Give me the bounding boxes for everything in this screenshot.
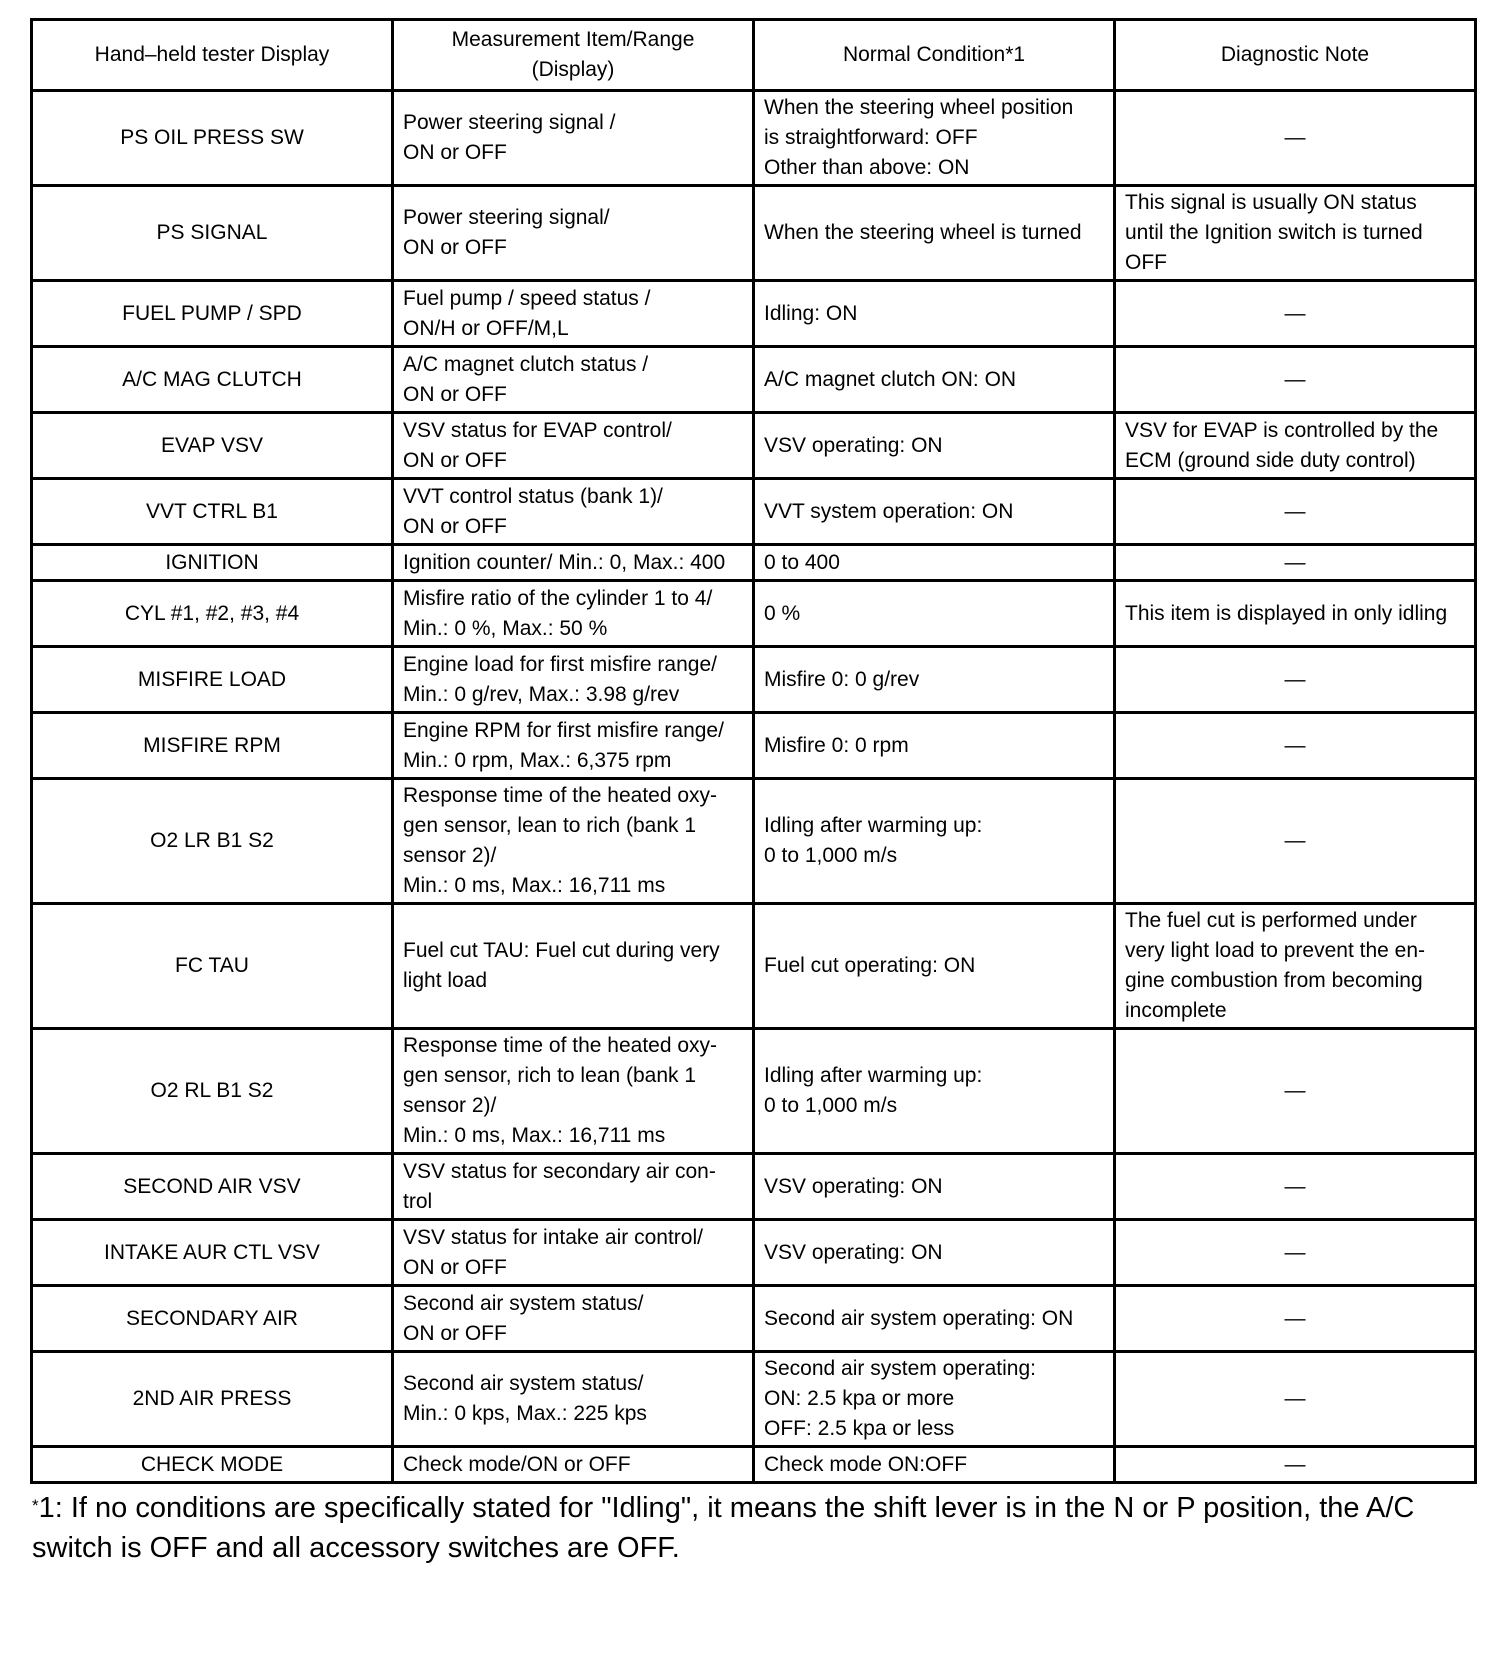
cell-diagnostic-note: — [1115,1220,1476,1286]
cell-normal-condition: VVT system operation: ON [754,479,1115,545]
table-row [32,545,1476,581]
cell-tester-display: FC TAU [32,904,393,1029]
cell-diagnostic-note: — [1115,779,1476,904]
diagnostic-data-table [30,18,1477,1484]
cell-normal-condition: 0 % [754,581,1115,647]
cell-measurement-item: Response time of the heated oxy- gen sensor, lean to rich (bank 1 sensor 2)/ Min.: 0 ms, Max.: 16,711 ms [393,779,754,904]
header-tester-display: Hand–held tester Display [32,20,393,91]
cell-tester-display: CYL #1, #2, #3, #4 [32,581,393,647]
cell-normal-condition: Idling: ON [754,281,1115,347]
cell-diagnostic-note: — [1115,1352,1476,1447]
table-row [32,479,1476,545]
table-row [32,91,1476,186]
cell-normal-condition: When the steering wheel is turned [754,186,1115,281]
cell-tester-display: CHECK MODE [32,1447,393,1483]
cell-measurement-item: Check mode/ON or OFF [393,1447,754,1483]
cell-measurement-item: Fuel cut TAU: Fuel cut during very light load [393,904,754,1029]
cell-tester-display: IGNITION [32,545,393,581]
table-row [32,904,1476,1029]
cell-normal-condition: Second air system operating: ON: 2.5 kpa or more OFF: 2.5 kpa or less [754,1352,1115,1447]
cell-diagnostic-note: — [1115,1286,1476,1352]
cell-tester-display: 2ND AIR PRESS [32,1352,393,1447]
cell-diagnostic-note: — [1115,347,1476,413]
cell-normal-condition: VSV operating: ON [754,413,1115,479]
cell-tester-display: SECONDARY AIR [32,1286,393,1352]
cell-normal-condition: Second air system operating: ON [754,1286,1115,1352]
table-row [32,713,1476,779]
cell-measurement-item: VVT control status (bank 1)/ ON or OFF [393,479,754,545]
cell-normal-condition: Idling after warming up: 0 to 1,000 m/s [754,1029,1115,1154]
table-row [32,1029,1476,1154]
cell-diagnostic-note: — [1115,713,1476,779]
cell-diagnostic-note: — [1115,1029,1476,1154]
cell-tester-display: O2 RL B1 S2 [32,1029,393,1154]
cell-normal-condition: Check mode ON:OFF [754,1447,1115,1483]
cell-diagnostic-note: VSV for EVAP is controlled by the ECM (ground side duty control) [1115,413,1476,479]
cell-measurement-item: Second air system status/ Min.: 0 kps, Max.: 225 kps [393,1352,754,1447]
cell-normal-condition: Idling after warming up: 0 to 1,000 m/s [754,779,1115,904]
cell-tester-display: MISFIRE RPM [32,713,393,779]
cell-diagnostic-note: — [1115,1154,1476,1220]
cell-normal-condition: VSV operating: ON [754,1220,1115,1286]
cell-diagnostic-note: The fuel cut is performed under very light load to prevent the en- gine combustion from becoming incomplete [1115,904,1476,1029]
cell-tester-display: INTAKE AUR CTL VSV [32,1220,393,1286]
cell-diagnostic-note: This item is displayed in only idling [1115,581,1476,647]
cell-tester-display: PS SIGNAL [32,186,393,281]
cell-diagnostic-note: This signal is usually ON status until the Ignition switch is turned OFF [1115,186,1476,281]
header-normal-condition: Normal Condition*1 [754,20,1115,91]
table-header-row [32,20,1476,91]
cell-tester-display: VVT CTRL B1 [32,479,393,545]
cell-measurement-item: VSV status for EVAP control/ ON or OFF [393,413,754,479]
table-row [32,647,1476,713]
cell-tester-display: EVAP VSV [32,413,393,479]
cell-tester-display: O2 LR B1 S2 [32,779,393,904]
cell-measurement-item: Engine RPM for first misfire range/ Min.: 0 rpm, Max.: 6,375 rpm [393,713,754,779]
cell-diagnostic-note: — [1115,1447,1476,1483]
cell-normal-condition: Misfire 0: 0 rpm [754,713,1115,779]
table-row [32,281,1476,347]
cell-normal-condition: A/C magnet clutch ON: ON [754,347,1115,413]
cell-normal-condition: VSV operating: ON [754,1154,1115,1220]
cell-measurement-item: Ignition counter/ Min.: 0, Max.: 400 [393,545,754,581]
table-row [32,347,1476,413]
table-row [32,1352,1476,1447]
cell-diagnostic-note: — [1115,545,1476,581]
header-measurement-item: Measurement Item/Range (Display) [393,20,754,91]
cell-diagnostic-note: — [1115,281,1476,347]
cell-normal-condition: Misfire 0: 0 g/rev [754,647,1115,713]
cell-tester-display: PS OIL PRESS SW [32,91,393,186]
cell-tester-display: SECOND AIR VSV [32,1154,393,1220]
footnote [30,1488,1474,1568]
table-row [32,186,1476,281]
cell-measurement-item: Fuel pump / speed status / ON/H or OFF/M,L [393,281,754,347]
table-row [32,581,1476,647]
cell-normal-condition: When the steering wheel position is straightforward: OFF Other than above: ON [754,91,1115,186]
cell-measurement-item: Response time of the heated oxy- gen sensor, rich to lean (bank 1 sensor 2)/ Min.: 0 ms, Max.: 16,711 ms [393,1029,754,1154]
table-row [32,1286,1476,1352]
footnote-text: 1: If no conditions are specifically stated for "Idling", it means the shift lever is in the N or P position, the A/C switch is OFF and all accessory switches are OFF. [32,1492,1415,1564]
footnote-marker: * [32,1496,39,1515]
cell-tester-display: MISFIRE LOAD [32,647,393,713]
cell-measurement-item: Power steering signal/ ON or OFF [393,186,754,281]
cell-diagnostic-note: — [1115,91,1476,186]
table-row [32,1220,1476,1286]
cell-measurement-item: Power steering signal / ON or OFF [393,91,754,186]
header-diagnostic-note: Diagnostic Note [1115,20,1476,91]
cell-measurement-item: Second air system status/ ON or OFF [393,1286,754,1352]
cell-normal-condition: Fuel cut operating: ON [754,904,1115,1029]
cell-measurement-item: Misfire ratio of the cylinder 1 to 4/ Min.: 0 %, Max.: 50 % [393,581,754,647]
table-row [32,779,1476,904]
document-page [30,18,1474,1568]
table-row [32,1447,1476,1483]
cell-diagnostic-note: — [1115,479,1476,545]
cell-measurement-item: A/C magnet clutch status / ON or OFF [393,347,754,413]
cell-diagnostic-note: — [1115,647,1476,713]
cell-measurement-item: VSV status for secondary air con- trol [393,1154,754,1220]
table-row [32,1154,1476,1220]
cell-measurement-item: Engine load for first misfire range/ Min.: 0 g/rev, Max.: 3.98 g/rev [393,647,754,713]
cell-measurement-item: VSV status for intake air control/ ON or OFF [393,1220,754,1286]
table-row [32,413,1476,479]
cell-tester-display: FUEL PUMP / SPD [32,281,393,347]
cell-normal-condition: 0 to 400 [754,545,1115,581]
cell-tester-display: A/C MAG CLUTCH [32,347,393,413]
